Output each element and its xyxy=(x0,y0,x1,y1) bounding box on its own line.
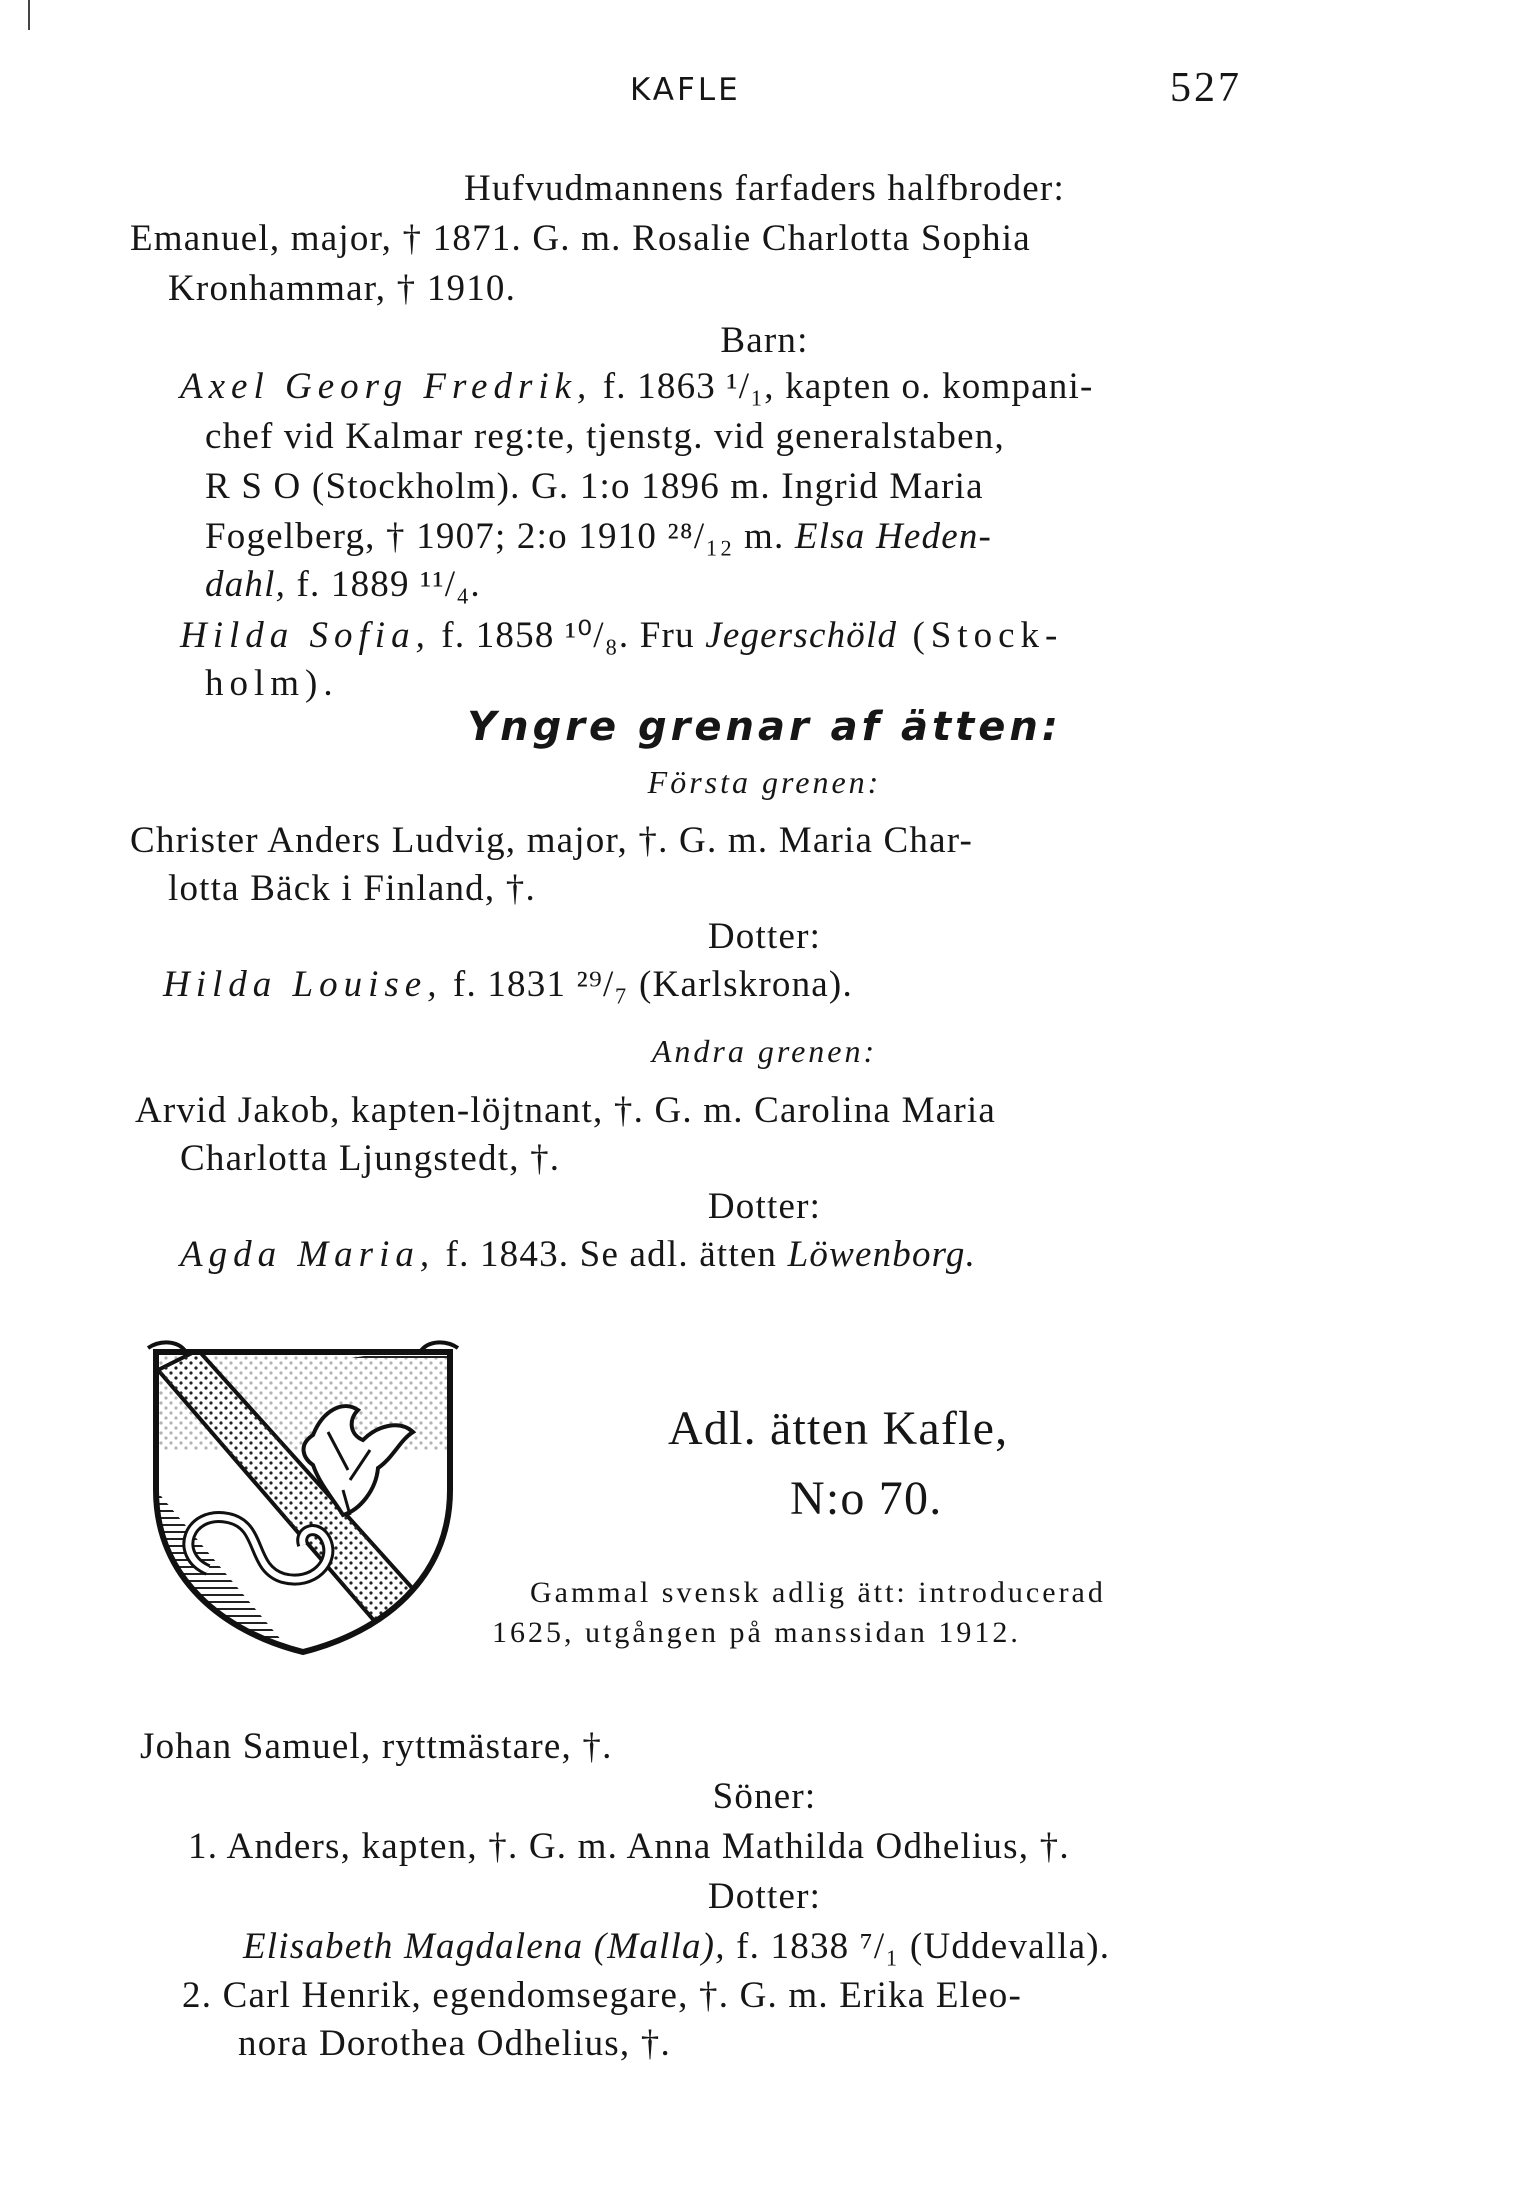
soner-label: Söner: xyxy=(712,1776,817,1817)
section-heading: Yngre grenar af ätten: xyxy=(467,704,1062,750)
child-name: Hilda Sofia, xyxy=(180,615,431,656)
dotter-label: Dotter: xyxy=(707,1186,822,1227)
daughter-name: Agda Maria, xyxy=(180,1234,436,1275)
text-line: Arvid Jakob, kapten-löjtnant, †. G. m. Carolina Maria xyxy=(135,1090,996,1131)
child-details: f. 1863 ¹/₁, kapten o. kompani- xyxy=(592,366,1094,407)
section-subtitle: Hufvudmannens farfaders halfbroder: xyxy=(464,168,1065,209)
text-segment: f. 1831 ²⁹/₇ (Karlskrona). xyxy=(442,964,853,1005)
married-name: Jegerschöld xyxy=(705,615,898,656)
text-line: Johan Samuel, ryttmästare, †. xyxy=(140,1726,613,1767)
intro-line: 1625, utgången på manssidan 1912. xyxy=(492,1616,1021,1649)
family-number: N:o 70. xyxy=(790,1472,943,1525)
text-line: Emanuel, major, † 1871. G. m. Rosalie Charlotta Sophia xyxy=(130,218,1031,259)
text-line: chef vid Kalmar reg:te, tjenstg. vid generalstaben, xyxy=(205,416,1005,457)
child-entry xyxy=(180,368,1093,405)
page-edge-mark xyxy=(28,0,30,30)
text-line: holm). xyxy=(205,663,339,704)
text-segment: f. 1858 ¹⁰/₈. Fru xyxy=(430,615,706,656)
running-title: KAFLE xyxy=(630,72,741,108)
son-entry: 1. Anders, kapten, †. G. m. Anna Mathilda Odhelius, †. xyxy=(188,1826,1070,1867)
son-entry: 2. Carl Henrik, egendomsegare, †. G. m. Erika Eleo- xyxy=(182,1975,1023,2016)
text-line xyxy=(205,566,481,603)
text-segment: f. 1889 ¹¹/₄. xyxy=(286,564,481,605)
child-entry xyxy=(180,617,1063,654)
text-line: Christer Anders Ludvig, major, †. G. m. Maria Char- xyxy=(130,820,974,861)
text-line: Kronhammar, † 1910. xyxy=(168,268,517,309)
text-segment: Fogelberg, † 1907; 2:o 1910 ²⁸/₁₂ m. xyxy=(205,516,795,557)
coat-of-arms-image xyxy=(138,1340,468,1660)
text-line: Charlotta Ljungstedt, †. xyxy=(180,1138,561,1179)
child-name: Axel Georg Fredrik, xyxy=(180,366,593,407)
text-line: R S O (Stockholm). G. 1:o 1896 m. Ingrid Maria xyxy=(205,466,984,507)
spouse-name: Elsa Heden- xyxy=(794,516,993,557)
daughter-name: Hilda Louise, xyxy=(163,964,443,1005)
daughter-entry xyxy=(180,1236,976,1273)
page-header xyxy=(0,65,1529,118)
daughter-name: Elisabeth Magdalena (Malla), xyxy=(243,1926,726,1967)
text-line: nora Dorothea Odhelius, †. xyxy=(238,2023,671,2064)
dotter-label: Dotter: xyxy=(707,1876,822,1917)
dotter-label: Dotter: xyxy=(707,916,822,957)
text-segment: (Stock- xyxy=(897,615,1064,656)
reference-family: Löwenborg. xyxy=(787,1234,977,1275)
text-line: lotta Bäck i Finland, †. xyxy=(168,868,536,909)
text-segment: f. 1843. Se adl. ätten xyxy=(435,1234,788,1275)
branch-title: Andra grenen: xyxy=(651,1033,878,1069)
spouse-name-cont: dahl, xyxy=(205,564,287,605)
page-number: 527 xyxy=(1170,65,1242,111)
intro-line: Gammal svensk adlig ätt: introducerad xyxy=(530,1576,1106,1609)
text-line xyxy=(205,518,992,555)
family-title: Adl. ätten Kafle, xyxy=(668,1402,1009,1455)
text-segment: f. 1838 ⁷/₁ (Uddevalla). xyxy=(725,1926,1111,1967)
branch-title: Första grenen: xyxy=(647,764,882,800)
daughter-entry xyxy=(163,966,853,1003)
barn-label: Barn: xyxy=(720,320,809,361)
daughter-entry xyxy=(243,1928,1110,1965)
